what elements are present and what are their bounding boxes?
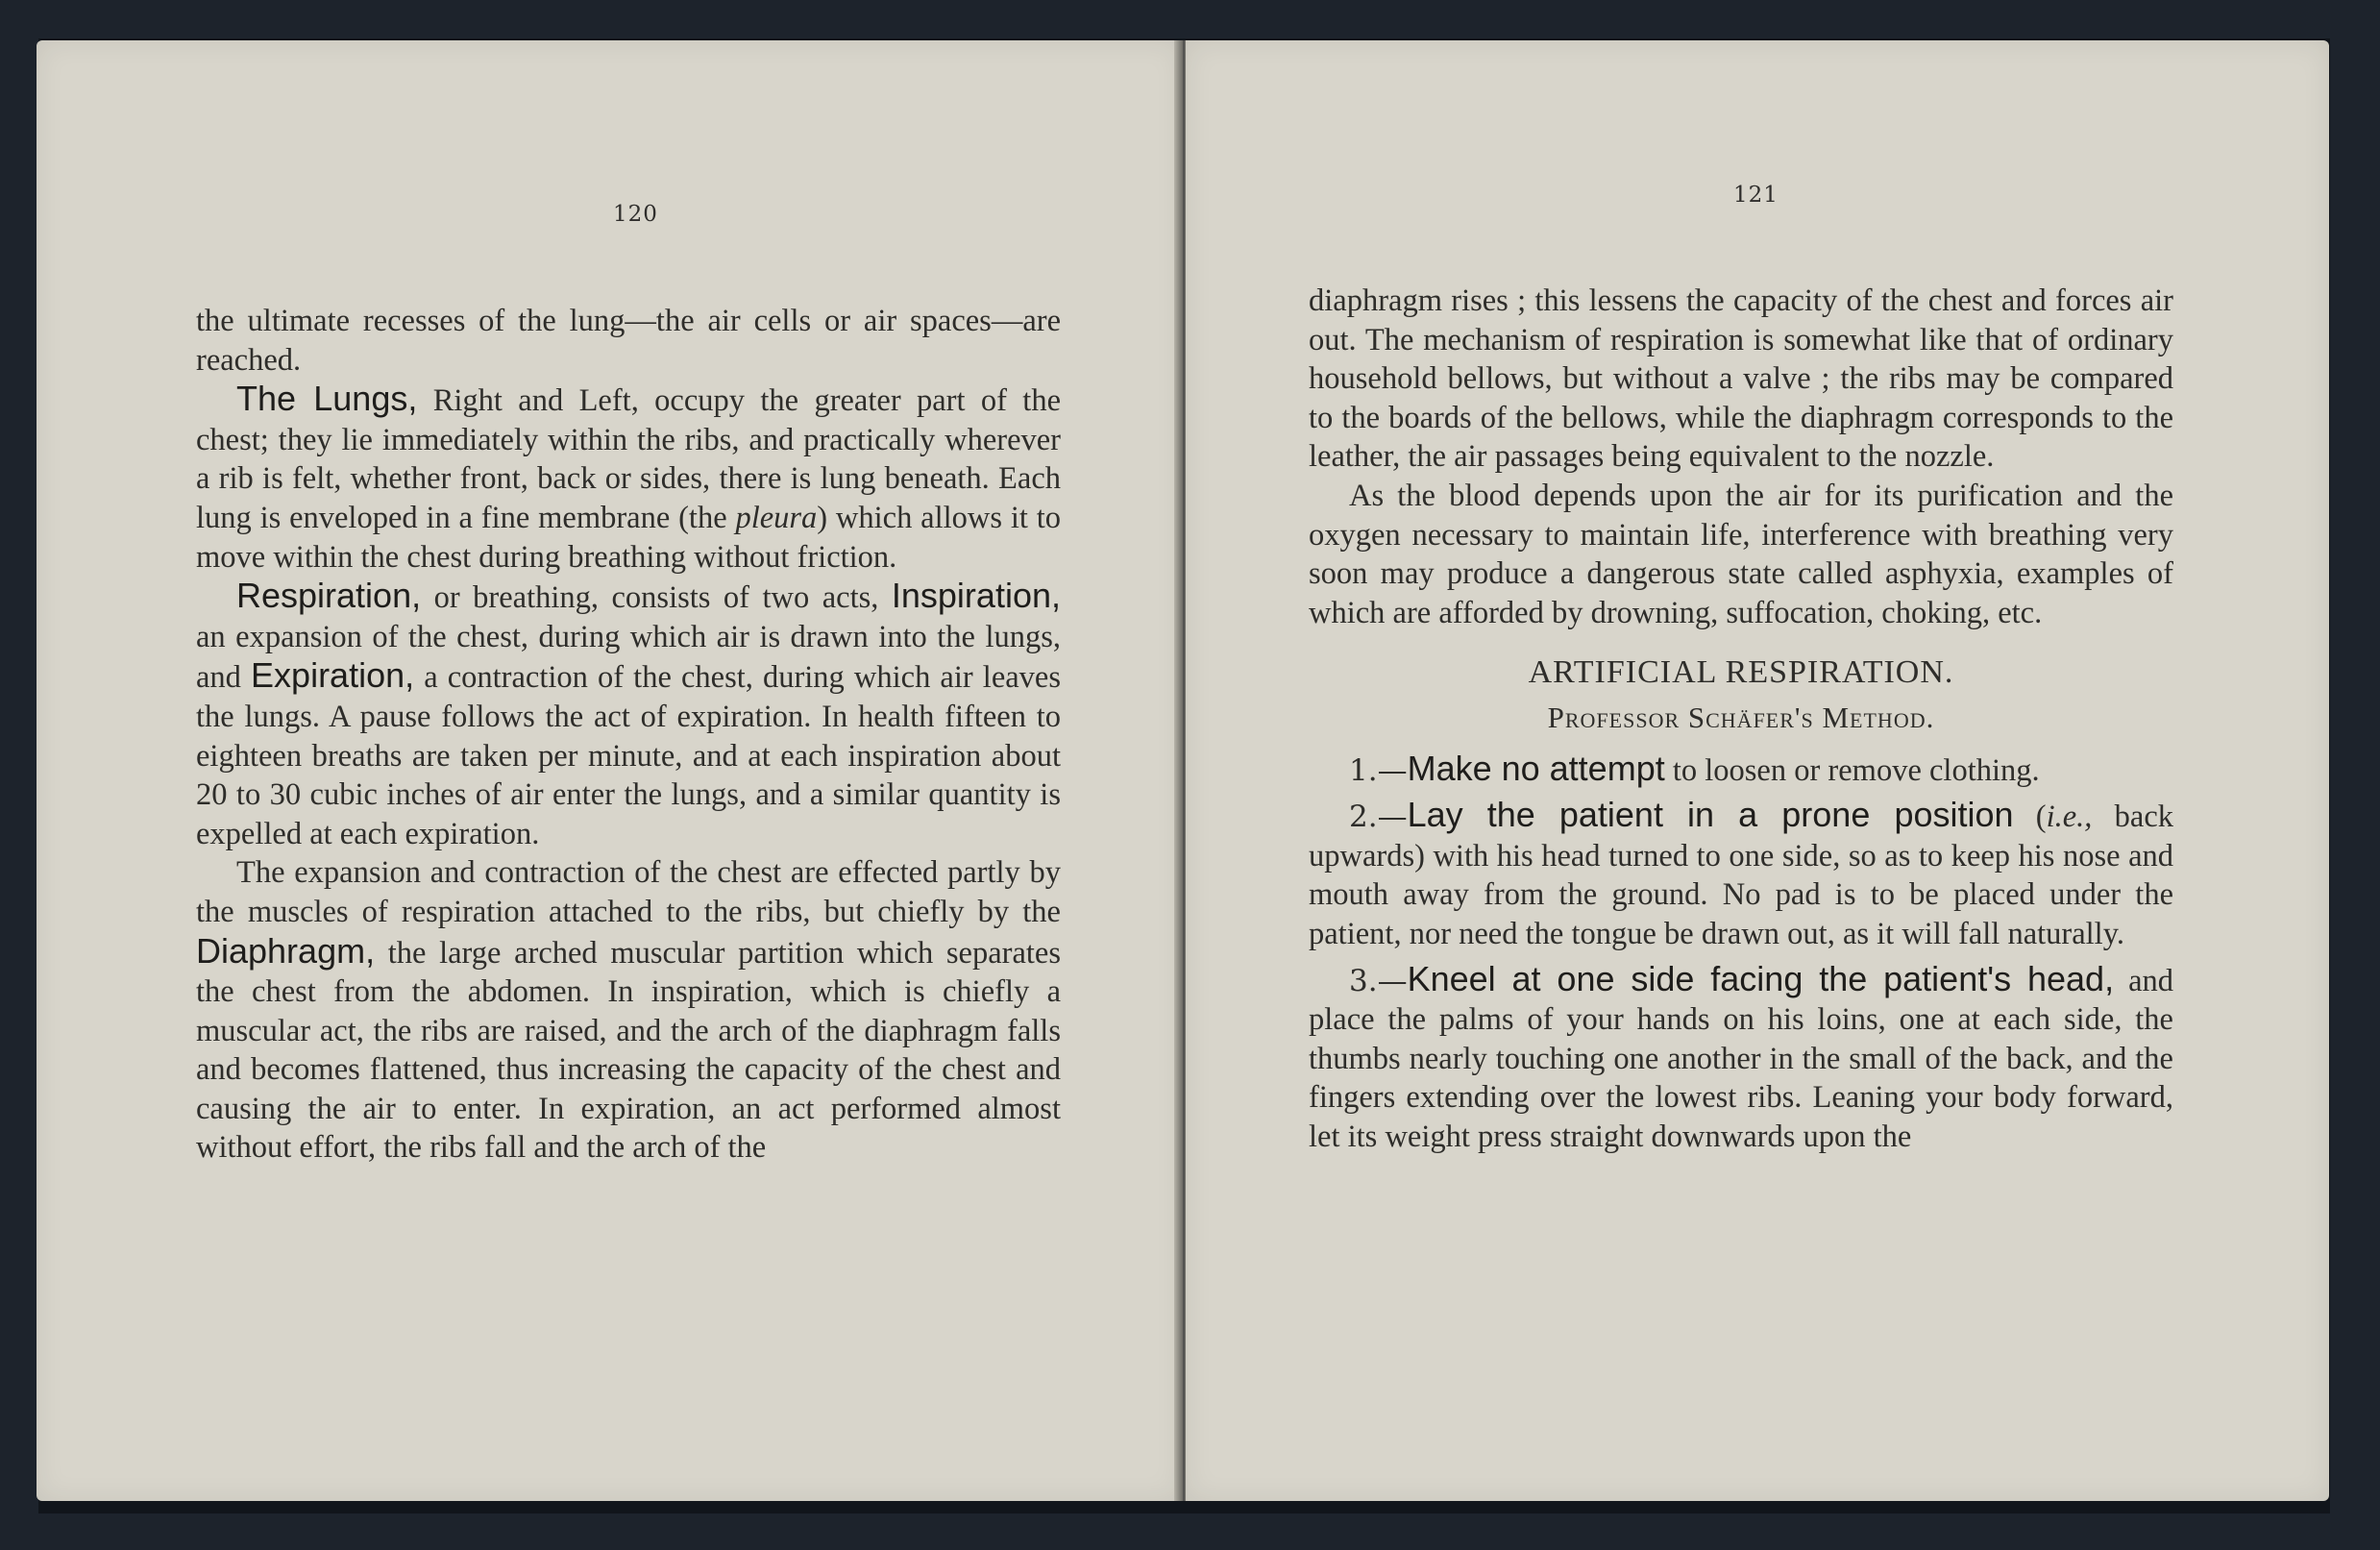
step-heading: Lay the patient in a prone position bbox=[1407, 795, 2014, 835]
section-subtitle: Professor Schäfer's Method. bbox=[1547, 700, 1935, 734]
paragraph-text: As the blood depends upon the air for its purification and the oxygen necessary to maintain life, interference with breathing very soon may produce a dangerous state called asphyxia, examples of which are afforded by drowning, suffocation, choking, etc. bbox=[1309, 478, 2173, 630]
paragraph-text: The expansion and contraction of the chest are effected partly by the muscles of respiration attached to the ribs, but chiefly by the bbox=[196, 855, 1061, 929]
right-page-text bbox=[1309, 282, 2173, 1156]
paragraph bbox=[196, 302, 1061, 380]
right-page bbox=[1186, 40, 2329, 1501]
paragraph-respiration bbox=[196, 577, 1061, 853]
paragraph-text: the large arched muscular partition which separates the chest from the abdomen. In inspiration, which is chiefly a muscular act, the ribs are raised, and the arch of the diaphragm falls and becomes flattened, thus increasing the capacity of the chest and causing the air to enter. In expiration, an act performed almost without effort, the ribs fall and the arch of the bbox=[196, 935, 1061, 1166]
section-title: ARTIFICIAL RESPIRATION. bbox=[1528, 654, 1954, 691]
paragraph-text: ) which allows it to move within the chest during breathing without friction. bbox=[196, 500, 1061, 575]
step-number: 3.— bbox=[1349, 963, 1408, 998]
heading-inspiration: Inspiration, bbox=[891, 576, 1061, 616]
step-text: to loosen or remove clothing. bbox=[1664, 752, 2040, 788]
heading-respiration: Respiration, bbox=[236, 576, 422, 616]
paragraph bbox=[1309, 282, 2173, 477]
paragraph-text: a contraction of the chest, during which air leaves the lungs. A pause follows the act of expiration. In health fifteen to eighteen breaths are taken per minute, and at each inspiration about 20 to 30 cubic inches of air enter the lungs, and a similar quantity is expelled at each expiration. bbox=[196, 660, 1061, 851]
left-page-text bbox=[196, 302, 1061, 1168]
paragraph-text: the ultimate recesses of the lung—the air cells or air spaces—are reached. bbox=[196, 304, 1061, 378]
paragraph bbox=[1309, 477, 2173, 632]
heading-diaphragm: Diaphragm, bbox=[196, 930, 376, 971]
page-number: 120 bbox=[613, 202, 658, 227]
italic-term: i.e., bbox=[2046, 800, 2093, 835]
paragraph-text: Right and Left, occupy the greater part of the chest; they lie immediately within the ribs, and practically wherever a rib is felt, whether front, back or sides, there is lung beneath. Each lung is enveloped in a fine membrane (the bbox=[196, 383, 1061, 535]
step-text: and place the palms of your hands on his loins, one at each side, the thumbs nearly touching one another in the small of the back, and the fingers extending over the lowest ribs. Leaning your body forward, let its weight press straight downwards upon the bbox=[1309, 963, 2174, 1154]
step-1 bbox=[1309, 750, 2173, 791]
paragraph-text: an expansion of the chest, during which air is drawn into the lungs, and bbox=[196, 619, 1061, 696]
paragraph-text: or breathing, consists of two acts, bbox=[421, 580, 892, 616]
page-number: 121 bbox=[1733, 183, 1779, 208]
step-2 bbox=[1309, 796, 2173, 953]
italic-term: pleura bbox=[735, 500, 818, 535]
heading-lungs: The Lungs, bbox=[236, 379, 418, 419]
step-heading: Make no attempt bbox=[1407, 748, 1665, 788]
paragraph-diaphragm bbox=[196, 853, 1061, 1168]
left-page bbox=[37, 40, 1182, 1501]
step-heading: Kneel at one side facing the patient's head, bbox=[1407, 958, 2115, 998]
heading-expiration: Expiration, bbox=[251, 655, 415, 696]
paragraph-lungs bbox=[196, 380, 1061, 577]
step-number: 1.— bbox=[1349, 752, 1408, 788]
step-text: ( bbox=[2013, 800, 2047, 835]
paragraph-text: diaphragm rises ; this lessens the capacity of the chest and forces air out. The mechanism of respiration is somewhat like that of ordinary household bellows, but without a valve ; the ribs may be compared to the boards of the bellows, while the diaphragm corresponds to the leather, the air passages being equivalent to the nozzle. bbox=[1309, 283, 2173, 475]
step-number: 2.— bbox=[1349, 800, 1408, 835]
step-text: back upwards) with his head turned to one side, so as to keep his nose and mouth away from the ground. No pad is to be placed under the patient, nor need the tongue be drawn out, as it will fall naturally. bbox=[1309, 800, 2173, 951]
step-3 bbox=[1309, 960, 2173, 1157]
